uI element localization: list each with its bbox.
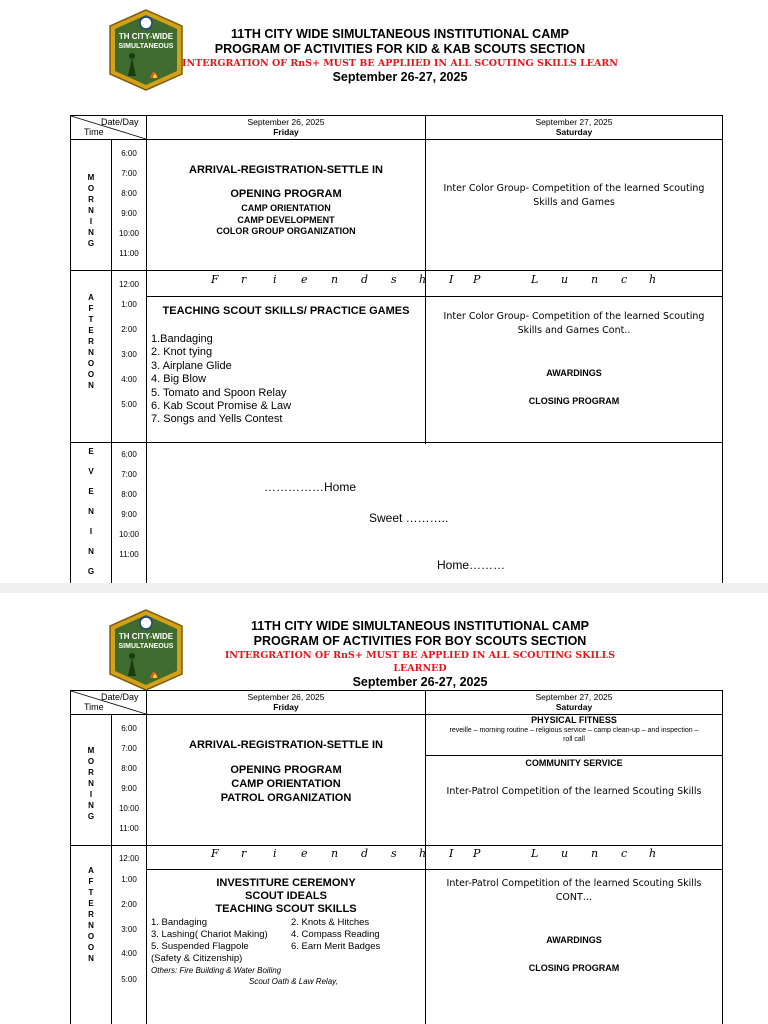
friday-date: September 26, 2025 (247, 692, 325, 702)
teaching-scout-skills: TEACHING SCOUT SKILLS/ PRACTICE GAMES (162, 305, 410, 317)
afternoon-friday-titles: INVESTITURE CEREMONY SCOUT IDEALS TEACHING SCOUT SKILLS (215, 877, 357, 915)
others-line-1: Others: Fire Building & Water Boiling (151, 966, 282, 975)
camp-logo (106, 608, 186, 692)
friday-day: Friday (273, 127, 299, 137)
friday-header (146, 117, 426, 137)
corner-date-label: Date/Day (101, 117, 139, 127)
saturday-day: Saturday (555, 127, 593, 137)
schedule-table: Date/Day Time September 26, 2025 Friday September 27, 2025 Saturday M O R N I N G 6:00 7:00 8:00 9:00 10:00 11:00 ARRIVAL-REGISTRATION-SETTLE IN OPENING PROGRAM CAMP ORIENTATION PATROL ORGANIZATION PHYSICAL FITNESS reveille – morning routine – religious service – camp clean-up – and inspection – roll call COMMUNITY SERVICE Inter-Patrol Competition of the learned Scouting Skills A F T E R N O O N 12:00 1:00 2:00 3:00 4:00 5:00 F r i e n d s h I P L u n c h INVESTITURE CEREMONY SCOUT IDEALS TEACHING SCOUT SKILLS 1. Bandaging 3. Lashing( Chariot Making) 5. Suspended Flagpole (Safety & Citizenship) 2. Knots & Hitches 4. Compass Reading 6. Earn Merit Badges Others: Fire Building & Water Boiling Scout Oath & Law Relay, Inter-Patrol Competition of the learned Scouting Skills CONT… AWARDINGS CLOSING PROGRAM (70, 690, 723, 1024)
evening-home-text: ……………Home (264, 480, 357, 494)
evening-sweet-text: Sweet ……….. (369, 511, 449, 525)
list-item: 4. Compass Reading (291, 929, 380, 940)
morning-label: M O R N I N G (87, 173, 95, 248)
friendship-lunch-banner: F r i e n d s h I P L u n c h (211, 273, 657, 286)
physical-fitness-title: PHYSICAL FITNESS (531, 715, 617, 725)
camp-dates: September 26-27, 2025 (352, 675, 488, 689)
program-title: PROGRAM OF ACTIVITIES FOR BOY SCOUTS SECTION (253, 634, 587, 648)
physical-fitness-desc: reveille – morning routine – religious service – camp clean-up – and inspection – roll call (449, 727, 699, 743)
friday-day: Friday (273, 702, 299, 712)
corner-time-label: Time (84, 702, 104, 712)
list-item: 5. Suspended Flagpole (151, 941, 249, 952)
schedule-table: Date/Day Time September 26, 2025 Friday September 27, 2025 Saturday M O R N I N G 6:00 7:00 8:00 9:00 10:00 11:00 ARRIVAL-REGISTRATION-SETTLE IN OPENING PROGRAM CAMP ORIENTATION CAMP DEVELOPMENT COLOR GROUP ORGANIZATION Inter Color Group- Competition of the learned Scouting Skills and Games A F T E R N O O N 12:00 1:00 2:00 3:00 4:00 5:00 F r i e n d s h I P L u n c h TEACHING SCOUT SKILLS/ PRACTICE GAMES 1.Bandaging 2. Knot tying 3. Airplane Glide 4. Big Blow 5. Tomato and Spoon Relay 6. Kab Scout Promise & Law 7. Songs and Yells Contest Inter Color Group- Competition of the learned Scouting Skills and Games Cont.. AWARDINGS CLOSING PROGRAM E V E N I N G 6:00 7:00 8:00 9:00 10:00 11:00 ……………Home Sweet ……….. Home……… (70, 115, 723, 583)
page-header (180, 27, 620, 85)
integration-note: INTERGRATION OF RnS+ MUST BE APPLIED IN ALL SCOUTING SKILLS LEARNED (224, 650, 616, 674)
closing-program: CLOSING PROGRAM (528, 963, 620, 973)
list-item: 5. Tomato and Spoon Relay (151, 386, 287, 399)
skills-list-left (151, 917, 268, 965)
others-line-2: Scout Oath & Law Relay, (249, 977, 338, 986)
list-item: 2. Knot tying (151, 346, 213, 359)
saturday-date: September 27, 2025 (535, 692, 613, 702)
arrival-registration: ARRIVAL-REGISTRATION-SETTLE IN (189, 739, 383, 751)
afternoon-label: A F T E R N O O N (87, 866, 95, 963)
afternoon-label: A F T E R N O O N (87, 293, 95, 390)
list-item: (Safety & Citizenship) (151, 953, 243, 964)
integration-note: INTERGRATION OF RnS+ MUST BE APPLIIED IN ALL SCOUTING SKILLS LEARN (182, 58, 618, 69)
awardings: AWARDINGS (546, 935, 602, 945)
saturday-header (426, 117, 722, 137)
morning-label: M O R N I N G (87, 746, 95, 821)
list-item: 3. Airplane Glide (151, 359, 232, 372)
friday-header (146, 692, 426, 712)
svg-text:TH CITY-WIDE: TH CITY-WIDE (118, 632, 174, 641)
morning-friday-items: OPENING PROGRAM CAMP ORIENTATION PATROL ORGANIZATION (220, 764, 352, 804)
camp-dates: September 26-27, 2025 (332, 70, 468, 84)
list-item: 4. Big Blow (151, 373, 207, 386)
morning-saturday-activity: Inter-Patrol Competition of the learned Scouting Skills (446, 786, 702, 797)
morning-saturday-activity: Inter Color Group- Competition of the learned Scouting Skills and Games (443, 183, 705, 208)
list-item: 3. Lashing( Chariot Making) (151, 929, 268, 940)
saturday-day: Saturday (555, 702, 593, 712)
closing-program: CLOSING PROGRAM (528, 396, 620, 406)
camp-title: 11TH CITY WIDE SIMULTANEOUS INSTITUTIONAL CAMP (251, 619, 589, 633)
page-header (200, 619, 640, 690)
skills-list (151, 333, 291, 427)
corner-time-label: Time (84, 127, 104, 137)
evening-home-text-2: Home……… (437, 558, 506, 572)
svg-text:SIMULTANEOUS: SIMULTANEOUS (118, 43, 174, 50)
list-item: 7. Songs and Yells Contest (151, 413, 283, 426)
svg-text:SIMULTANEOUS: SIMULTANEOUS (118, 643, 174, 650)
afternoon-saturday-activity: Inter Color Group- Competition of the learned Scouting Skills and Games Cont.. (443, 311, 705, 336)
program-title: PROGRAM OF ACTIVITIES FOR KID & KAB SCOUTS SECTION (214, 42, 586, 56)
svg-text:TH CITY-WIDE: TH CITY-WIDE (118, 32, 174, 41)
camp-title: 11TH CITY WIDE SIMULTANEOUS INSTITUTIONAL CAMP (231, 27, 569, 41)
community-service: COMMUNITY SERVICE (525, 758, 623, 768)
list-item: 1. Bandaging (151, 917, 207, 928)
morning-friday-items: CAMP ORIENTATION CAMP DEVELOPMENT COLOR GROUP ORGANIZATION (216, 203, 356, 236)
saturday-header (426, 692, 722, 712)
list-item: 1.Bandaging (151, 333, 213, 345)
saturday-date: September 27, 2025 (535, 117, 613, 127)
friendship-lunch-banner: F r i e n d s h I P L u n c h (211, 847, 657, 860)
camp-logo (106, 8, 186, 92)
program-page-boy-scouts (0, 593, 768, 1024)
awardings: AWARDINGS (546, 368, 602, 378)
afternoon-saturday-activity: Inter-Patrol Competition of the learned Scouting Skills CONT… (446, 878, 702, 903)
skills-list-right (291, 917, 380, 953)
list-item: 6. Earn Merit Badges (291, 941, 381, 952)
corner-date-label: Date/Day (101, 692, 139, 702)
evening-label: E V E N I N G (87, 447, 95, 576)
friday-date: September 26, 2025 (247, 117, 325, 127)
list-item: 2. Knots & Hitches (291, 917, 370, 928)
list-item: 6. Kab Scout Promise & Law (151, 400, 292, 413)
opening-program: OPENING PROGRAM (230, 188, 342, 200)
arrival-registration: ARRIVAL-REGISTRATION-SETTLE IN (189, 164, 383, 176)
